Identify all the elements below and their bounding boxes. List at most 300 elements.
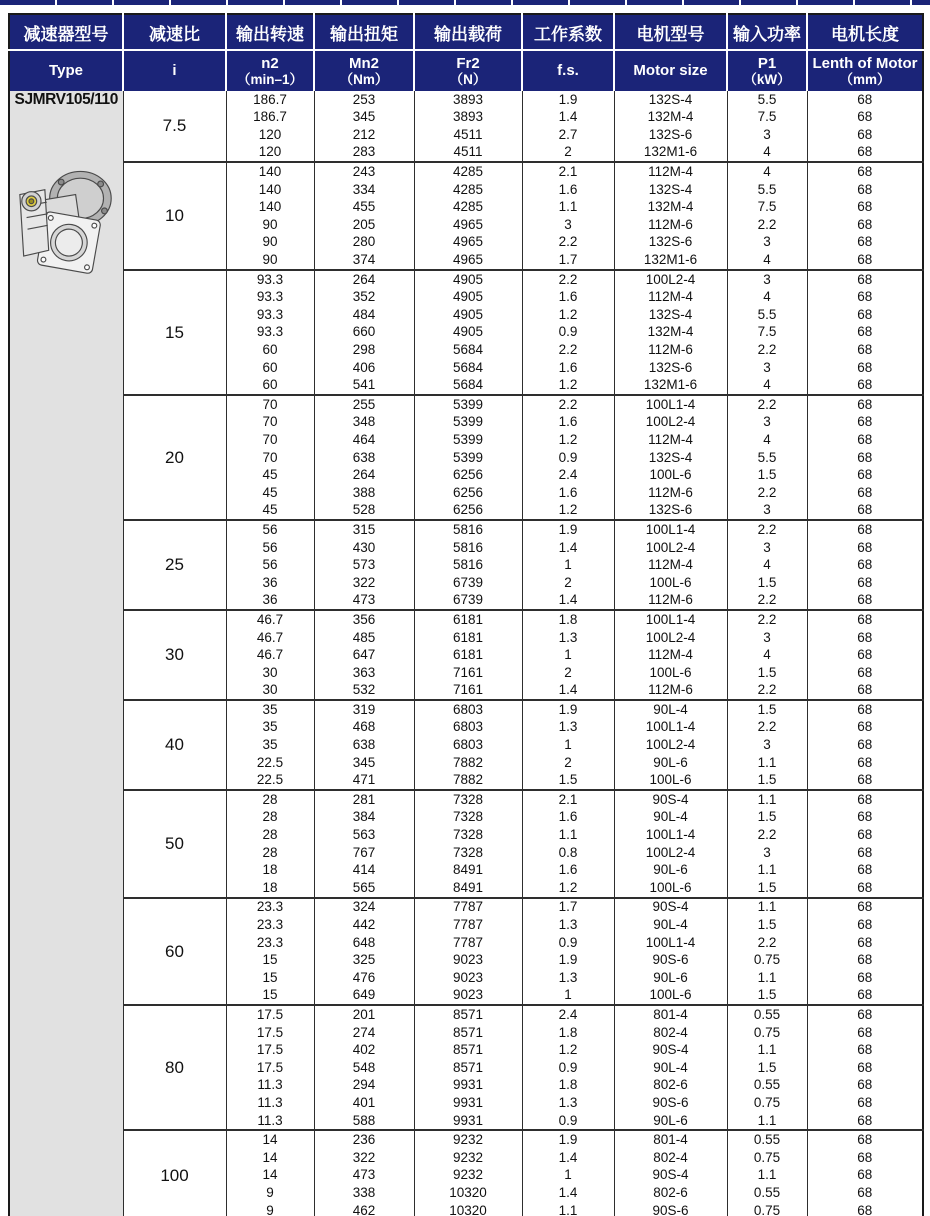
cell-n2: 70: [226, 414, 314, 432]
cell-n2: 23.3: [226, 934, 314, 952]
cell-p1: 0.55: [727, 1005, 807, 1024]
cell-fs: 1.3: [522, 969, 614, 987]
cell-p1: 1.5: [727, 1059, 807, 1077]
cell-fr2: 7882: [414, 754, 522, 772]
cell-fs: 1.4: [522, 109, 614, 127]
cell-fr2: 8571: [414, 1059, 522, 1077]
cell-n2: 17.5: [226, 1005, 314, 1024]
cell-n2: 60: [226, 377, 314, 396]
cell-motor-length: 68: [807, 682, 923, 701]
cell-motor-length: 68: [807, 414, 923, 432]
cell-motor-size: 100L1-4: [614, 826, 727, 844]
cell-motor-length: 68: [807, 879, 923, 898]
cell-mn2: 401: [314, 1094, 414, 1112]
cell-n2: 140: [226, 162, 314, 181]
cell-p1: 2.2: [727, 395, 807, 414]
cell-motor-size: 112M-6: [614, 216, 727, 234]
cell-fr2: 7328: [414, 790, 522, 809]
cell-motor-length: 68: [807, 1077, 923, 1095]
cell-mn2: 294: [314, 1077, 414, 1095]
cell-motor-size: 132S-4: [614, 181, 727, 199]
cell-fr2: 7328: [414, 809, 522, 827]
cell-fs: 0.9: [522, 1112, 614, 1131]
ratio-cell: 80: [123, 1005, 226, 1130]
cell-motor-size: 90S-6: [614, 952, 727, 970]
header-line1: Lenth of Motor: [812, 54, 918, 72]
cell-fr2: 6803: [414, 700, 522, 719]
cell-fr2: 9023: [414, 969, 522, 987]
cell-n2: 46.7: [226, 646, 314, 664]
cell-motor-length: 68: [807, 289, 923, 307]
cell-n2: 18: [226, 879, 314, 898]
cell-p1: 7.5: [727, 324, 807, 342]
header-line1: Type: [49, 62, 83, 80]
cell-motor-size: 100L2-4: [614, 270, 727, 289]
cell-mn2: 473: [314, 592, 414, 611]
table-row: [9, 1005, 923, 1024]
cell-p1: 0.75: [727, 1202, 807, 1216]
cell-fr2: 9023: [414, 987, 522, 1006]
ratio-cell: 60: [123, 898, 226, 1006]
cell-motor-size: 90S-6: [614, 1202, 727, 1216]
cell-p1: 1.5: [727, 574, 807, 592]
cell-motor-size: 132S-6: [614, 359, 727, 377]
cell-fs: 1.2: [522, 377, 614, 396]
col-header-service-factor-en: [522, 50, 614, 91]
cell-motor-size: 132S-4: [614, 306, 727, 324]
cell-motor-size: 802-4: [614, 1024, 727, 1042]
cell-fr2: 5816: [414, 520, 522, 539]
cell-motor-size: 802-6: [614, 1077, 727, 1095]
cell-fs: 2.2: [522, 234, 614, 252]
cell-n2: 186.7: [226, 109, 314, 127]
cell-motor-size: 90S-4: [614, 1167, 727, 1185]
cell-n2: 46.7: [226, 629, 314, 647]
cell-p1: 4: [727, 431, 807, 449]
cell-p1: 3: [727, 414, 807, 432]
cell-fs: 2.7: [522, 126, 614, 144]
cell-motor-length: 68: [807, 502, 923, 521]
cell-p1: 1.5: [727, 466, 807, 484]
cell-motor-length: 68: [807, 592, 923, 611]
cell-fr2: 8491: [414, 862, 522, 880]
cell-fr2: 4965: [414, 234, 522, 252]
ratio-cell: 30: [123, 610, 226, 700]
spec-table-body: [9, 91, 923, 1216]
cell-motor-size: 802-6: [614, 1184, 727, 1202]
cell-motor-size: 90L-4: [614, 809, 727, 827]
cell-motor-length: 68: [807, 359, 923, 377]
cell-fs: 0.9: [522, 324, 614, 342]
cell-n2: 15: [226, 987, 314, 1006]
cell-fr2: 4511: [414, 144, 522, 163]
cell-motor-size: 112M-4: [614, 646, 727, 664]
cell-fs: 1.9: [522, 520, 614, 539]
cell-p1: 0.75: [727, 952, 807, 970]
cell-motor-length: 68: [807, 126, 923, 144]
cell-mn2: 338: [314, 1184, 414, 1202]
table-row: [9, 270, 923, 289]
cell-mn2: 473: [314, 1167, 414, 1185]
cell-motor-length: 68: [807, 162, 923, 181]
cell-mn2: 638: [314, 449, 414, 467]
cell-n2: 9: [226, 1202, 314, 1216]
header-line2: （mm）: [839, 71, 891, 87]
reducer-type-label: SJMRV105/110: [14, 91, 118, 108]
cell-n2: 90: [226, 234, 314, 252]
cell-mn2: 563: [314, 826, 414, 844]
header-line1: Mn2: [349, 54, 379, 72]
col-header-motor-length-zh: 电机长度: [807, 14, 923, 50]
cell-fs: 1.2: [522, 306, 614, 324]
cell-fs: 1.6: [522, 862, 614, 880]
cell-n2: 17.5: [226, 1059, 314, 1077]
cell-motor-size: 112M-4: [614, 289, 727, 307]
header-line1: n2: [261, 54, 279, 72]
cell-mn2: 402: [314, 1041, 414, 1059]
cell-fs: 1: [522, 556, 614, 574]
cell-fs: 1.2: [522, 502, 614, 521]
cell-motor-length: 68: [807, 862, 923, 880]
cell-p1: 1.5: [727, 916, 807, 934]
cell-motor-length: 68: [807, 700, 923, 719]
cell-fr2: 7787: [414, 916, 522, 934]
cell-motor-size: 132M-4: [614, 109, 727, 127]
cell-p1: 2.2: [727, 216, 807, 234]
cell-motor-size: 801-4: [614, 1130, 727, 1149]
cell-mn2: 253: [314, 91, 414, 109]
cell-mn2: 274: [314, 1024, 414, 1042]
cell-fs: 1.2: [522, 431, 614, 449]
cell-motor-size: 90S-4: [614, 1041, 727, 1059]
cell-fr2: 7161: [414, 664, 522, 682]
cell-mn2: 324: [314, 898, 414, 917]
ratio-cell: 20: [123, 395, 226, 520]
cell-p1: 0.55: [727, 1184, 807, 1202]
cell-n2: 30: [226, 682, 314, 701]
cell-motor-length: 68: [807, 969, 923, 987]
cell-fr2: 7328: [414, 826, 522, 844]
cell-fs: 0.9: [522, 934, 614, 952]
cell-motor-size: 100L1-4: [614, 395, 727, 414]
cell-mn2: 476: [314, 969, 414, 987]
cell-fr2: 5816: [414, 556, 522, 574]
cell-mn2: 532: [314, 682, 414, 701]
cell-p1: 2.2: [727, 934, 807, 952]
cell-n2: 60: [226, 359, 314, 377]
cell-fr2: 9232: [414, 1149, 522, 1167]
cell-fr2: 4285: [414, 199, 522, 217]
cell-n2: 22.5: [226, 772, 314, 791]
cell-motor-size: 100L1-4: [614, 520, 727, 539]
cell-n2: 140: [226, 181, 314, 199]
cell-p1: 5.5: [727, 91, 807, 109]
cell-mn2: 201: [314, 1005, 414, 1024]
cell-motor-size: 112M-4: [614, 556, 727, 574]
cell-p1: 3: [727, 270, 807, 289]
cell-fs: 1.3: [522, 916, 614, 934]
header-line1: P1: [757, 54, 777, 72]
cell-motor-length: 68: [807, 1112, 923, 1131]
cell-fs: 1: [522, 1167, 614, 1185]
cell-mn2: 573: [314, 556, 414, 574]
cell-p1: 3: [727, 359, 807, 377]
worm-gearbox-drawing: [16, 158, 116, 283]
cell-p1: 7.5: [727, 199, 807, 217]
cell-motor-length: 68: [807, 629, 923, 647]
cell-fr2: 9023: [414, 952, 522, 970]
cell-fr2: 6256: [414, 466, 522, 484]
cell-n2: 45: [226, 484, 314, 502]
cell-mn2: 464: [314, 431, 414, 449]
col-header-type-zh: 减速器型号: [9, 14, 123, 50]
cell-n2: 28: [226, 809, 314, 827]
cell-fr2: 7328: [414, 844, 522, 862]
cell-n2: 56: [226, 539, 314, 557]
cell-p1: 4: [727, 377, 807, 396]
cell-p1: 3: [727, 126, 807, 144]
col-header-ratio-en: [123, 50, 226, 91]
cell-fs: 1.4: [522, 539, 614, 557]
cell-motor-length: 68: [807, 916, 923, 934]
cell-p1: 4: [727, 251, 807, 270]
cell-mn2: 374: [314, 251, 414, 270]
cell-motor-size: 112M-4: [614, 431, 727, 449]
table-row: [9, 91, 923, 109]
cell-mn2: 649: [314, 987, 414, 1006]
cell-mn2: 236: [314, 1130, 414, 1149]
cell-motor-length: 68: [807, 181, 923, 199]
cell-fr2: 4511: [414, 126, 522, 144]
cell-fr2: 4285: [414, 181, 522, 199]
cell-motor-length: 68: [807, 809, 923, 827]
cell-fr2: 6256: [414, 484, 522, 502]
cell-motor-size: 90S-6: [614, 1094, 727, 1112]
col-header-output-speed-zh: 输出转速: [226, 14, 314, 50]
cell-n2: 35: [226, 719, 314, 737]
cell-motor-size: 100L1-4: [614, 719, 727, 737]
cell-p1: 1.1: [727, 898, 807, 917]
cell-motor-size: 132M1-6: [614, 377, 727, 396]
cell-fr2: 4965: [414, 216, 522, 234]
cell-mn2: 280: [314, 234, 414, 252]
cell-fr2: 9232: [414, 1167, 522, 1185]
spec-table-header: [9, 14, 923, 91]
cell-motor-length: 68: [807, 790, 923, 809]
ratio-cell: 100: [123, 1130, 226, 1216]
cell-fr2: 4905: [414, 324, 522, 342]
ratio-cell: 7.5: [123, 91, 226, 162]
col-header-type-en: [9, 50, 123, 91]
cell-p1: 3: [727, 736, 807, 754]
cell-fr2: 5399: [414, 449, 522, 467]
reducer-type-cell: [9, 91, 123, 1216]
cell-fr2: 9931: [414, 1112, 522, 1131]
cell-motor-length: 68: [807, 395, 923, 414]
cell-motor-length: 68: [807, 736, 923, 754]
ratio-cell: 15: [123, 270, 226, 395]
cell-fs: 0.8: [522, 844, 614, 862]
cell-mn2: 243: [314, 162, 414, 181]
cell-motor-length: 68: [807, 1005, 923, 1024]
cell-motor-size: 90S-4: [614, 790, 727, 809]
cell-fs: 2.4: [522, 1005, 614, 1024]
cell-fs: 1: [522, 646, 614, 664]
cell-p1: 1.5: [727, 809, 807, 827]
cell-fs: 1.9: [522, 952, 614, 970]
cell-fr2: 8571: [414, 1024, 522, 1042]
cell-fs: 1.2: [522, 1041, 614, 1059]
cell-n2: 56: [226, 556, 314, 574]
cell-fr2: 7161: [414, 682, 522, 701]
cell-fr2: 6739: [414, 574, 522, 592]
cell-fs: 2.2: [522, 270, 614, 289]
cell-fr2: 6256: [414, 502, 522, 521]
ratio-cell: 25: [123, 520, 226, 610]
cell-mn2: 528: [314, 502, 414, 521]
cell-motor-size: 132M1-6: [614, 251, 727, 270]
cell-fs: 2.1: [522, 162, 614, 181]
cell-motor-length: 68: [807, 466, 923, 484]
cell-p1: 2.2: [727, 826, 807, 844]
cell-motor-length: 68: [807, 1184, 923, 1202]
cell-fr2: 7882: [414, 772, 522, 791]
cropped-previous-table-edge: [0, 0, 930, 5]
cell-n2: 35: [226, 700, 314, 719]
cell-motor-length: 68: [807, 91, 923, 109]
cell-n2: 14: [226, 1167, 314, 1185]
cell-motor-length: 68: [807, 898, 923, 917]
cell-motor-length: 68: [807, 539, 923, 557]
table-row: [9, 790, 923, 809]
gearbox-spec-table: [8, 13, 924, 1216]
cell-motor-size: 100L-6: [614, 879, 727, 898]
cell-fs: 1.3: [522, 1094, 614, 1112]
cell-motor-length: 68: [807, 270, 923, 289]
col-header-output-speed-en: [226, 50, 314, 91]
cell-motor-length: 68: [807, 772, 923, 791]
cell-motor-length: 68: [807, 754, 923, 772]
cell-mn2: 352: [314, 289, 414, 307]
cell-motor-size: 100L-6: [614, 466, 727, 484]
cell-n2: 11.3: [226, 1077, 314, 1095]
cell-motor-size: 132S-4: [614, 449, 727, 467]
header-line1: i: [172, 62, 177, 80]
cell-fr2: 6803: [414, 719, 522, 737]
cell-n2: 22.5: [226, 754, 314, 772]
cell-p1: 0.55: [727, 1130, 807, 1149]
cell-n2: 30: [226, 664, 314, 682]
header-line1: Motor size: [633, 62, 708, 80]
cell-fr2: 9931: [414, 1077, 522, 1095]
cell-motor-length: 68: [807, 719, 923, 737]
cell-motor-size: 100L2-4: [614, 736, 727, 754]
cell-motor-length: 68: [807, 1130, 923, 1149]
cell-p1: 4: [727, 556, 807, 574]
table-row: [9, 700, 923, 719]
cell-n2: 18: [226, 862, 314, 880]
cell-mn2: 462: [314, 1202, 414, 1216]
cell-motor-length: 68: [807, 251, 923, 270]
cell-fr2: 8571: [414, 1005, 522, 1024]
cell-fs: 2: [522, 574, 614, 592]
cell-mn2: 322: [314, 1149, 414, 1167]
cell-motor-length: 68: [807, 449, 923, 467]
cell-fs: 1.1: [522, 199, 614, 217]
cell-fs: 1.9: [522, 91, 614, 109]
cell-fs: 1.8: [522, 1077, 614, 1095]
cell-motor-length: 68: [807, 1202, 923, 1216]
cell-motor-size: 112M-6: [614, 592, 727, 611]
cell-mn2: 356: [314, 610, 414, 629]
cell-fs: 2.2: [522, 341, 614, 359]
cell-motor-size: 132S-6: [614, 502, 727, 521]
table-row: [9, 610, 923, 629]
cell-n2: 14: [226, 1149, 314, 1167]
cell-mn2: 281: [314, 790, 414, 809]
cell-fs: 1.1: [522, 1202, 614, 1216]
cell-mn2: 264: [314, 466, 414, 484]
cell-fr2: 6181: [414, 646, 522, 664]
cell-fs: 1.4: [522, 682, 614, 701]
cell-motor-length: 68: [807, 199, 923, 217]
col-header-service-factor-zh: 工作系数: [522, 14, 614, 50]
cell-p1: 1.5: [727, 772, 807, 791]
cell-p1: 7.5: [727, 109, 807, 127]
header-line1: Fr2: [456, 54, 480, 72]
cell-p1: 1.5: [727, 879, 807, 898]
cell-mn2: 565: [314, 879, 414, 898]
cell-fr2: 4965: [414, 251, 522, 270]
cell-p1: 0.55: [727, 1077, 807, 1095]
col-header-ratio-zh: 减速比: [123, 14, 226, 50]
cell-fr2: 7787: [414, 898, 522, 917]
cell-motor-size: 112M-6: [614, 484, 727, 502]
cell-motor-length: 68: [807, 1059, 923, 1077]
cell-motor-length: 68: [807, 646, 923, 664]
cell-p1: 5.5: [727, 181, 807, 199]
cell-mn2: 345: [314, 109, 414, 127]
cell-motor-size: 100L-6: [614, 664, 727, 682]
cell-p1: 3: [727, 844, 807, 862]
cell-fr2: 6803: [414, 736, 522, 754]
cell-mn2: 384: [314, 809, 414, 827]
cell-motor-length: 68: [807, 306, 923, 324]
col-header-input-power-en: [727, 50, 807, 91]
cell-n2: 140: [226, 199, 314, 217]
cell-fs: 1.7: [522, 898, 614, 917]
cell-n2: 28: [226, 790, 314, 809]
col-header-motor-size-zh: 电机型号: [614, 14, 727, 50]
cell-mn2: 205: [314, 216, 414, 234]
cell-n2: 46.7: [226, 610, 314, 629]
cell-fs: 1.6: [522, 289, 614, 307]
cell-fs: 1.9: [522, 1130, 614, 1149]
cell-mn2: 406: [314, 359, 414, 377]
cell-fr2: 6181: [414, 629, 522, 647]
cell-fr2: 5684: [414, 341, 522, 359]
cell-mn2: 322: [314, 574, 414, 592]
cell-mn2: 648: [314, 934, 414, 952]
cell-fr2: 5684: [414, 377, 522, 396]
cell-n2: 120: [226, 144, 314, 163]
cell-n2: 90: [226, 216, 314, 234]
cell-n2: 36: [226, 592, 314, 611]
cell-mn2: 255: [314, 395, 414, 414]
cell-fs: 1.6: [522, 414, 614, 432]
cell-fs: 2.2: [522, 395, 614, 414]
cell-p1: 2.2: [727, 520, 807, 539]
